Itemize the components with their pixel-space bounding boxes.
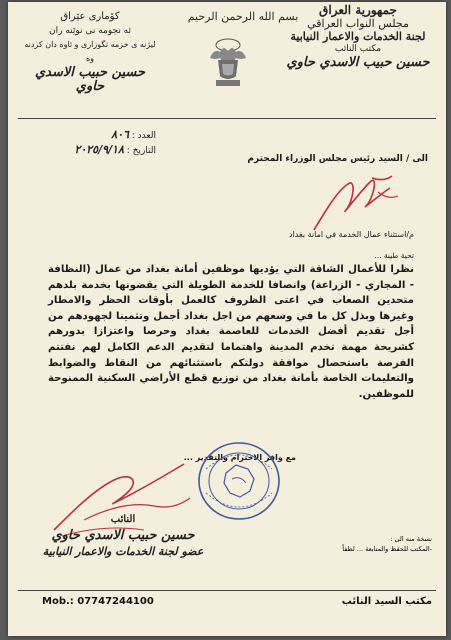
letter-body: نظرا للأعمال الشاقة التي يؤديها موظفين أمانة بغداد من عمال (النظافة - المجاري - الزراعة) وانصافا للخدمة الطويلة التي يقضونها بخدمة بلدهم متحدين الصعاب في اعتى الظروف كالعمل بأوقات الحظر والامطار وغيرها وبذل كل ما في وسعهم من اجل بغداد أجمل وتثمينا لجهودهم من أجل تقديم أفضل الخدمات للعاصمة بغداد وحرصا واعتزازا بدورهم كشريحة مهمة تخدم المدينة واهتماما لتقديم الدعم الكامل لهم نفتتم الفرصة باستحصال موافقة دولتكم باستثنائهم من النقاط والضوابط والتعليمات الخاصة بأمانة بغداد من توزيع قطع الأراضي السكنية الممنوحة للموظفين.: [48, 264, 414, 400]
country-name: جمهورية العراق: [319, 3, 397, 17]
office-name: مكتب النائب: [334, 44, 382, 54]
greeting: تحية طيبة ...: [374, 251, 414, 260]
copy-to-block: [322, 534, 432, 554]
header-right: [278, 4, 438, 69]
committee-name: لجنة الخدمات والاعمار النيابية: [290, 30, 426, 43]
subject-line: م/استثناء عمال الخدمة في امانة بغداد: [289, 230, 414, 239]
header-divider: [18, 118, 436, 119]
footer-divider: [18, 590, 436, 591]
header-left: [20, 10, 160, 94]
iraq-emblem-icon: [204, 30, 252, 92]
recipient-line: الى / السيد رئيس مجلس الوزراء المحترم: [247, 154, 428, 164]
number-label: العدد :: [131, 131, 156, 141]
closing-line: مع وافر الاحترام والتقدير ...: [183, 453, 296, 462]
kurdish-committee: لیژنه ی خزمه تگوزاری و ئاوه دان کردنه وه: [24, 40, 156, 63]
basmala: بسم الله الرحمن الرحيم: [187, 10, 299, 23]
signature-role: عضو لجنة الخدمات والاعمار النيابية: [42, 545, 204, 558]
official-stamp-icon: [196, 439, 282, 523]
number-row: [26, 128, 156, 143]
number-value: ٨٠٦: [111, 128, 129, 141]
cc-item: -المكتب للحفظ والمتابعة ... لطفاً: [342, 545, 432, 553]
red-pen-annotation-icon: [308, 170, 404, 234]
date-value: ٢٠٢٥/٩/١٨: [74, 143, 124, 156]
signature-name: حسين حبيب الاسدي حاوي: [51, 528, 195, 543]
signature-title: النائب: [110, 514, 136, 525]
mp-name-left: حسين حبيب الاسدي حاوي: [34, 65, 146, 94]
letter-sheet: [8, 2, 446, 636]
mobile-number: Mob.: 07747244100: [42, 596, 154, 607]
date-label: التاريخ :: [126, 146, 156, 156]
office-label: مكتب السيد النائب: [341, 596, 432, 607]
council-name: مجلس النواب العراقي: [307, 17, 409, 30]
cc-heading: نسخة منه الى :: [390, 535, 432, 543]
kurdish-council: ئه نجومه نی نوێنه ران: [48, 26, 132, 36]
signature-block: [38, 512, 208, 560]
mp-name-right: حسين حبيب الاسدي حاوي: [286, 55, 430, 70]
kurdish-country: كۆماری عێراق: [60, 11, 120, 22]
